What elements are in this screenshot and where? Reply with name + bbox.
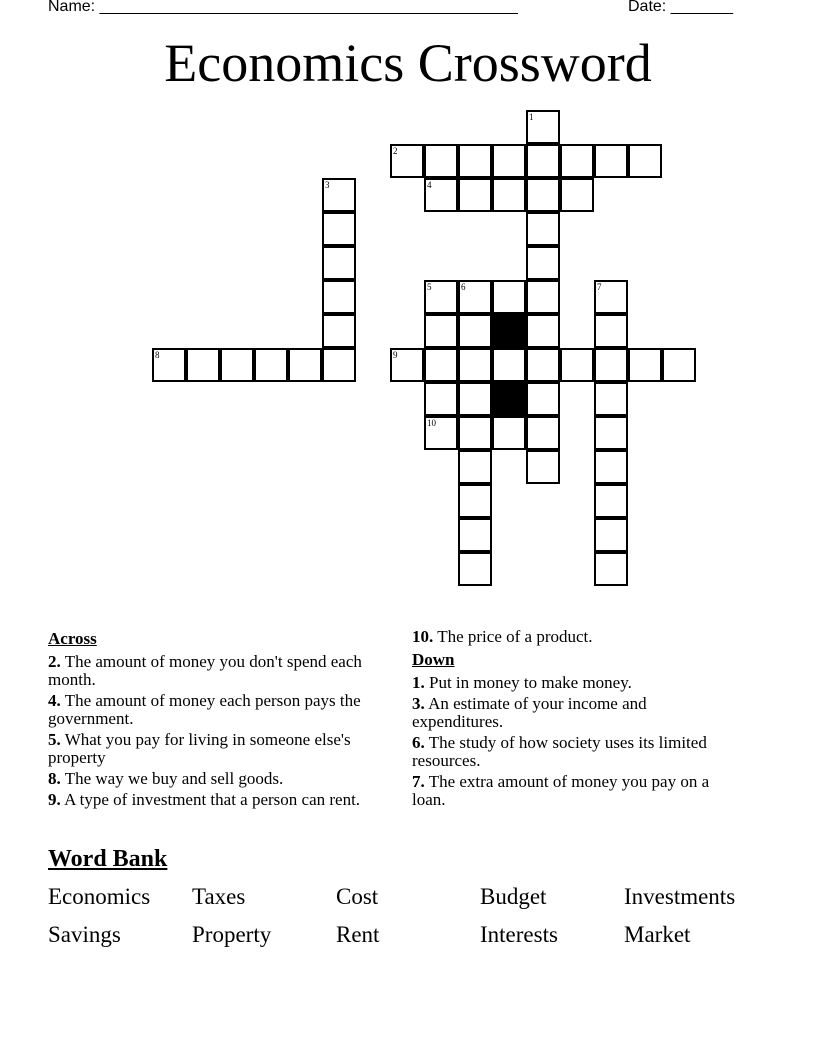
crossword-cell[interactable] xyxy=(594,144,628,178)
crossword-cell[interactable] xyxy=(458,416,492,450)
crossword-cell[interactable] xyxy=(492,348,526,382)
clue-text: Put in money to make money. xyxy=(429,673,632,692)
crossword-cell[interactable] xyxy=(526,110,560,144)
word-bank-item: Investments xyxy=(624,884,736,909)
cell-number: 9 xyxy=(393,350,398,360)
clue-number: 7. xyxy=(412,772,425,791)
crossword-cell[interactable] xyxy=(526,246,560,280)
crossword-cell[interactable] xyxy=(526,212,560,246)
crossword-cell[interactable] xyxy=(424,314,458,348)
word-bank-title: Word Bank xyxy=(48,846,168,872)
clue-down-3 xyxy=(412,695,732,731)
crossword-cell[interactable] xyxy=(424,348,458,382)
crossword-cell[interactable] xyxy=(424,144,458,178)
word-bank-item: Cost xyxy=(336,884,379,909)
crossword-cell[interactable] xyxy=(628,144,662,178)
name-field-label: Name: _______________________________________________ xyxy=(48,0,518,15)
clue-number: 8. xyxy=(48,769,61,788)
word-bank-item: Property xyxy=(192,922,272,947)
crossword-cell[interactable] xyxy=(560,348,594,382)
clue-across-4 xyxy=(48,692,383,728)
page-title: Economics Crossword xyxy=(164,33,652,93)
crossword-cell[interactable] xyxy=(458,450,492,484)
clue-number: 4. xyxy=(48,691,61,710)
crossword-cell[interactable] xyxy=(628,348,662,382)
clue-number: 5. xyxy=(48,730,61,749)
crossword-cell[interactable] xyxy=(492,280,526,314)
crossword-cell[interactable] xyxy=(526,314,560,348)
crossword-cell[interactable] xyxy=(662,348,696,382)
cell-number: 7 xyxy=(597,282,602,292)
clue-across-2 xyxy=(48,653,383,689)
crossword-cell[interactable] xyxy=(526,144,560,178)
clues-right-column xyxy=(412,628,732,812)
cell-number: 8 xyxy=(155,350,160,360)
clue-across-9 xyxy=(48,791,383,809)
clue-number: 1. xyxy=(412,673,425,692)
clue-down-7 xyxy=(412,773,732,809)
crossword-cell[interactable] xyxy=(186,348,220,382)
date-field-label: Date: _______ xyxy=(628,0,733,15)
clue-text: A type of investment that a person can rent. xyxy=(64,790,361,809)
cell-number: 2 xyxy=(393,146,398,156)
crossword-cell[interactable] xyxy=(322,212,356,246)
crossword-cell[interactable] xyxy=(594,552,628,586)
crossword-cell[interactable] xyxy=(594,518,628,552)
clue-down-1 xyxy=(412,674,732,692)
clue-text: The study of how society uses its limited resources. xyxy=(412,733,707,770)
crossword-cell[interactable] xyxy=(492,416,526,450)
word-bank-item: Budget xyxy=(480,884,547,909)
crossword-cell[interactable] xyxy=(560,144,594,178)
crossword-cell[interactable] xyxy=(526,280,560,314)
crossword-cell[interactable] xyxy=(424,382,458,416)
word-bank-item: Market xyxy=(624,922,691,947)
crossword-cell[interactable] xyxy=(492,178,526,212)
down-heading: Down xyxy=(412,650,455,669)
clue-number: 2. xyxy=(48,652,61,671)
crossword-cell[interactable] xyxy=(254,348,288,382)
cell-number: 1 xyxy=(529,112,534,122)
crossword-cell[interactable] xyxy=(594,348,628,382)
crossword-block xyxy=(492,314,526,348)
cell-number: 5 xyxy=(427,282,432,292)
clues-section xyxy=(0,628,816,838)
crossword-cell[interactable] xyxy=(390,348,424,382)
clue-down-6 xyxy=(412,734,732,770)
crossword-cell[interactable] xyxy=(424,280,458,314)
crossword-cell[interactable] xyxy=(458,552,492,586)
across-heading: Across xyxy=(48,629,97,648)
crossword-cell[interactable] xyxy=(526,416,560,450)
crossword-cell[interactable] xyxy=(322,178,356,212)
crossword-cell[interactable] xyxy=(458,280,492,314)
crossword-cell[interactable] xyxy=(458,178,492,212)
crossword-cell[interactable] xyxy=(322,280,356,314)
crossword-cell[interactable] xyxy=(594,382,628,416)
clue-text: The amount of money you don't spend each month. xyxy=(48,652,362,689)
clue-across-8 xyxy=(48,770,383,788)
crossword-cell[interactable] xyxy=(424,416,458,450)
crossword-cell[interactable] xyxy=(526,178,560,212)
clue-text: The extra amount of money you pay on a loan. xyxy=(412,772,710,809)
clue-number: 9. xyxy=(48,790,61,809)
crossword-cell[interactable] xyxy=(594,450,628,484)
crossword-cell[interactable] xyxy=(526,382,560,416)
crossword-cell[interactable] xyxy=(594,416,628,450)
clue-across-10 xyxy=(412,628,732,646)
clue-number: 3. xyxy=(412,694,425,713)
clue-across-5 xyxy=(48,731,383,767)
crossword-cell[interactable] xyxy=(458,382,492,416)
crossword-cell[interactable] xyxy=(594,280,628,314)
crossword-cell[interactable] xyxy=(322,246,356,280)
crossword-cell[interactable] xyxy=(526,450,560,484)
cell-number: 3 xyxy=(325,180,330,190)
clue-text: The price of a product. xyxy=(437,627,593,646)
word-bank-item: Economics xyxy=(48,884,151,909)
crossword-cell[interactable] xyxy=(458,518,492,552)
crossword-cell[interactable] xyxy=(458,348,492,382)
crossword-cell[interactable] xyxy=(526,348,560,382)
cell-number: 4 xyxy=(427,180,432,190)
crossword-cell[interactable] xyxy=(458,484,492,518)
crossword-cell[interactable] xyxy=(492,144,526,178)
crossword-cell[interactable] xyxy=(288,348,322,382)
clue-number: 6. xyxy=(412,733,425,752)
crossword-cell[interactable] xyxy=(322,314,356,348)
crossword-cell[interactable] xyxy=(322,348,356,382)
crossword-cell[interactable] xyxy=(220,348,254,382)
word-bank-item: Rent xyxy=(336,922,380,947)
crossword-cell[interactable] xyxy=(152,348,186,382)
clues-left-column xyxy=(48,628,383,812)
crossword-cell[interactable] xyxy=(594,484,628,518)
crossword-block xyxy=(492,382,526,416)
crossword-cell[interactable] xyxy=(560,178,594,212)
clue-text: The amount of money each person pays the government. xyxy=(48,691,361,728)
clue-text: What you pay for living in someone else's property xyxy=(48,730,351,767)
clue-text: The way we buy and sell goods. xyxy=(64,769,284,788)
crossword-cell[interactable] xyxy=(458,144,492,178)
crossword-cell[interactable] xyxy=(594,314,628,348)
cell-number: 10 xyxy=(427,418,436,428)
clue-number: 10. xyxy=(412,627,434,646)
cell-number: 6 xyxy=(461,282,466,292)
word-bank-item: Taxes xyxy=(192,884,246,909)
clue-text: An estimate of your income and expenditures. xyxy=(412,694,647,731)
crossword-cell[interactable] xyxy=(390,144,424,178)
word-bank-item: Interests xyxy=(480,922,558,947)
crossword-cell[interactable] xyxy=(458,314,492,348)
crossword-cell[interactable] xyxy=(424,178,458,212)
word-bank-item: Savings xyxy=(48,922,121,947)
